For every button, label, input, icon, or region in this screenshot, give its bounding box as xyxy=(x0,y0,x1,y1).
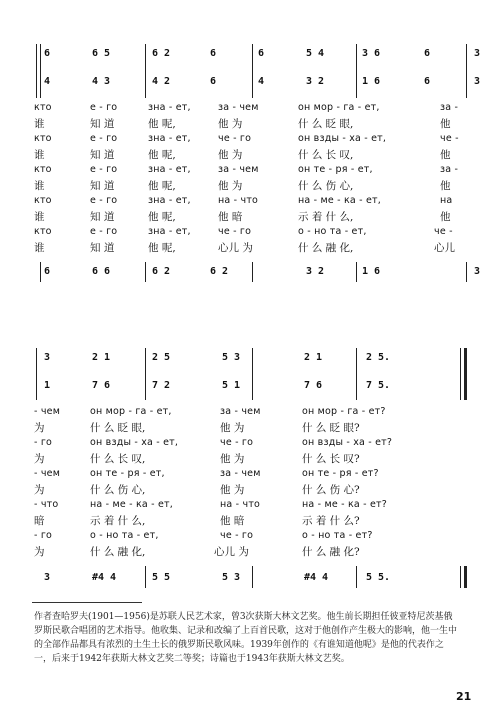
s1-lyrics: кто е - го зна - ет, за - чем он мор - га - ет, за - 谁 知 道 他 呢, 他 为 什 么 眨 眼, 他 кто е - го зна - ет, че - го он взды - ха - ет, че - 谁 知 道 他 呢, 他 为 什 么 长 叹, 他 кто е - го зна - ет, за - чем он те - ря - ет, за - 谁 知 道 他 呢, 他 为 什 么 伤 心, 他 кто е - го зна - ет, на - что на - ме - ка - ет, на 谁 知 道 他 呢, 他 暗 示 着 什 么, 他 кто е - го зна - ет, че - го о - но та - ет, че - 谁 知 道 他 呢, 心儿 为 什 么 融 化, 心儿 xyxy=(34,102,459,254)
barline xyxy=(145,348,146,400)
page-number: 21 xyxy=(456,690,472,703)
barline xyxy=(356,566,357,588)
barline xyxy=(145,566,146,588)
barline xyxy=(356,44,357,98)
footnote-text: 作者查哈罗夫(1901—1956)是苏联人民艺术家，曾3次获斯大林文艺奖。他生前长期担任彼亚特尼茨基俄罗斯民歌合唱团的艺术指导。他收集、记录和改编了上百首民歌，这对于他创作产生极大的影响，他一生中的全部作品都具有浓烈的土生土长的俄罗斯民歌风味。1939年创作的《有谁知道他呢》是他的代表作之一，后来于1942年获斯大林文艺奖二等奖；诗篇也于1943年获斯大林文艺奖。 xyxy=(34,612,458,664)
barline xyxy=(252,44,253,98)
final-barline xyxy=(460,348,461,400)
barline xyxy=(356,348,357,400)
barline xyxy=(145,44,146,98)
final-barline-thick xyxy=(464,348,467,400)
barline xyxy=(466,262,467,282)
barline xyxy=(40,262,41,282)
footnote-rule xyxy=(32,602,142,603)
system-1-start-barline xyxy=(40,44,41,98)
system-1-brace xyxy=(36,44,37,98)
final-barline xyxy=(460,566,461,588)
score-page: 6 6 5 6 2 6 6 5 4 3 6 6 3 4 4 3 4 2 6 4 3 2 1 6 6 3 кто е - го зна - ет, за - чем он мор - га - ет, за - 谁 知 道 他 呢, 他 为 什 么 眨 眼, 他 кто е - го зна - ет, че - го он взды - ха - ет, че - 谁 知 道 他 呢, 他 为 什 么 长 叹, 他 кто е - го зна - ет, за - чем он те - ря - ет, за - 谁 知 道 他 呢, 他 为 什 么 伤 心, 他 кто е - го зна - ет, на - что на - ме - ка - ет, на 谁 知 道 他 呢, 他 暗 示 着 什 么, 他 кто е - го зна - ет, че - го о - но та - ет, че - 谁 知 道 他 呢, 心儿 为 什 么 融 化, 心儿 6 6 6 6 2 6 2 3 2 1 6 3 3 2 1 2 5 5 3 2 1 2 5. 1 7 6 7 2 5 1 7 6 7 5. - чем он мор - га - ет, за - чем он мор - га - ет? 为 什 么 眨 眼, 他 为 什 么 眨 眼? - го он взды - ха - ет, че - го он взды - ха - ет? 为 什 么 长 叹, 他 为 什 么 长 叹? - чем он те - ря - ет, за - чем он те - ря - ет? 为 什 么 伤 心, 他 为 什 么 伤 心? - что на - ме - ка - ет, на - что на - ме - ка - ет? 暗 示 着 什 么, 他 暗 示 着 什 么? - го о - но та - ет, че - го о - но та - ет? 为 什 么 融 化, 心儿 为 什 么 融 化? 3 #4 4 5 5 5 3 #4 4 5 5. 作者查哈罗夫(1901—1956)是苏联人民艺术家，曾3次获斯大林文艺奖。他生前长期担任彼亚特尼茨基俄罗斯民歌合唱团的艺术指导。他收集、记录和改编了上百首民歌，这对于他创作产生极大的影响，他一生中的全部作品都具有浓烈的土生土长的俄罗斯民歌风味。1939年创作的《有谁知道他呢》是他的代表作之一，后来于1942年获斯大林文艺奖二等奖；诗篇也于1943年获斯大林文艺奖。 21 xyxy=(0,0,500,726)
barline xyxy=(466,44,467,98)
final-barline-thick xyxy=(464,566,467,588)
barline xyxy=(252,566,253,588)
barline xyxy=(145,262,146,282)
system-2-brace xyxy=(36,348,37,400)
barline xyxy=(252,262,253,282)
barline xyxy=(252,348,253,400)
s2-lyrics: - чем он мор - га - ет, за - чем он мор - га - ет? 为 什 么 眨 眼, 他 为 什 么 眨 眼? - го он взды - ха - ет, че - го он взды - ха - ет? 为 什 么 长 叹, 他 为 什 么 长 叹? - чем он те - ря - ет, за - чем он те - ря - ет? 为 什 么 伤 心, 他 为 什 么 伤 心? - что на - ме - ка - ет, на - что на - ме - ка - ет? 暗 示 着 什 么, 他 暗 示 着 什 么? - го о - но та - ет, че - го о - но та - ет? 为 什 么 融 化, 心儿 为 什 么 融 化? xyxy=(34,406,393,558)
barline xyxy=(356,262,357,282)
